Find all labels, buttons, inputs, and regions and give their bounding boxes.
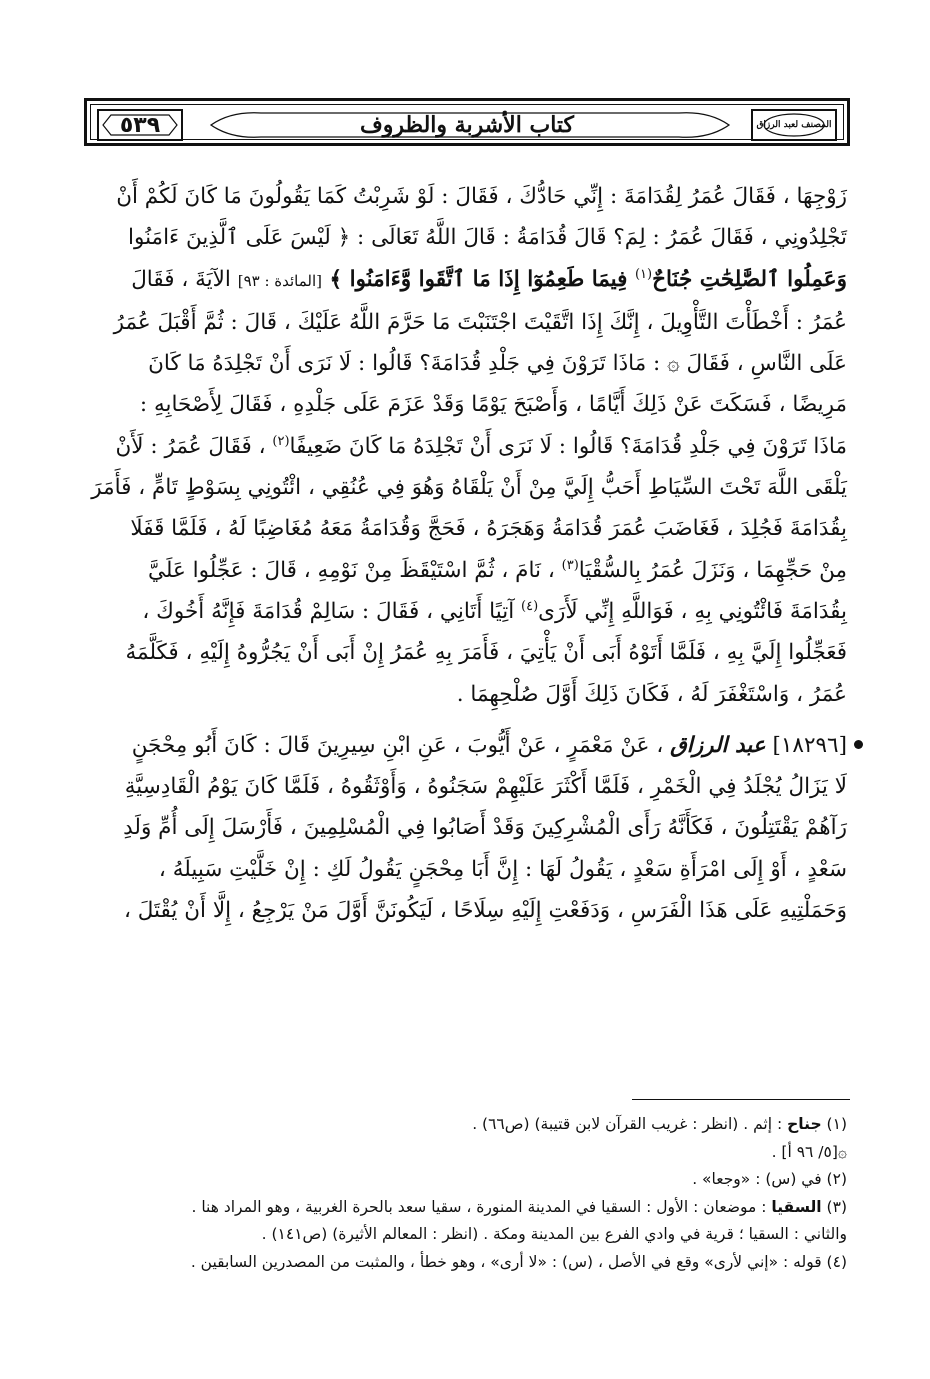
text-line: مَرِيضًا ، فَسَكَتَ عَنْ ذَلِكَ أَيَّامًا ، وَأَصْبَحَ يَوْمًا وَقَدْ عَزَمَ عَلَى جَلْدِهِ ، فَقَالَ لِأَصْحَابِهِ : xyxy=(139,392,847,418)
text-line: بِقُدَامَةَ فَجُلِدَ ، فَغَاضَبَ عُمَرَ قُدَامَةُ وَهَجَرَهُ ، فَحَجَّ وَقُدَامَةُ مَعَهُ مُغَاضِبًا لَهُ ، فَلَمَّا قَفَلَا xyxy=(130,516,847,542)
text-line xyxy=(142,599,847,624)
footnote-marker: (٢) xyxy=(272,433,290,449)
text-fragment: مَاذَا تَرَوْنَ فِي جَلْدِ قُدَامَةَ؟ قَالُوا : لَا نَرَى أَنْ تَجْلِدَهُ مَا كَانَ ضَعِيفًا xyxy=(289,433,847,459)
footnote-marker: (٣) xyxy=(561,557,579,573)
footnote-manuscript-ref: ۞[٥/ ٩٦ أ] . xyxy=(771,1142,847,1161)
paragraph-2 xyxy=(85,725,847,931)
footnote-number: (٣) xyxy=(821,1197,847,1216)
text-line: عَلَى النَّاسِ ، فَقَالَ ۞ : مَاذَا تَرَوْنَ فِي جَلْدِ قُدَامَةَ؟ قَالُوا : لَا نَرَى أَنْ تَجْلِدَهُ مَا كَانَ xyxy=(148,351,847,377)
text-fragment: مِنْ حَجِّهِمَا ، وَنَزَلَ عُمَرُ بِالسُّقْيَا xyxy=(578,557,847,583)
footnote-term: السقيا xyxy=(771,1197,822,1216)
hadith-number: [١٨٢٩٦] xyxy=(765,732,847,758)
footnote-3-continued: والثاني : السقيا ؛ قرية في وادي الفرع بين المدينة ومكة . (انظر : المعالم الأثيرة) (ص١٤١) . xyxy=(261,1225,847,1244)
logo-text: المصنف لعبد الرزاق xyxy=(756,120,832,130)
main-text xyxy=(85,176,847,931)
text-fragment: ، فَقَالَ عُمَرُ : لَأَنْ xyxy=(115,433,273,459)
footnote-divider xyxy=(632,1099,850,1100)
paragraph-1 xyxy=(85,176,847,715)
footnote-text: : إثم . (انظر : غريب القرآن لابن قتيبة) (ص٦٦) . xyxy=(472,1115,788,1133)
book-title-banner xyxy=(201,107,733,143)
verse-text: وَعَمِلُوا ٱلصَّٰلِحَٰتِ جُنَاحٌ xyxy=(652,266,847,292)
text-fragment: ، نَامَ ، ثُمَّ اسْتَيْقَظَ مِنْ نَوْمِهِ ، قَالَ : عَجِّلُوا عَلَيَّ xyxy=(147,557,562,583)
footnote-3 xyxy=(85,1194,847,1222)
footnote-1 xyxy=(85,1111,847,1139)
text-line: فَعَجِّلُوا إِلَيَّ بِهِ ، فَلَمَّا أَتَوْهُ أَبَى أَنْ يَأْتِيَ ، فَأَمَرَ بِهِ عُمَرُ إِنْ أَبَى أَنْ يَجُرُّوهُ إِلَيْهِ ، فَكَلَّمَهُ xyxy=(125,640,847,666)
book-title: كتاب الأشربة والظروف xyxy=(359,112,575,138)
header-frame xyxy=(90,104,844,140)
text-line: يَلْقَى اللَّهَ تَحْتَ السِّيَاطِ أَحَبُّ إِلَيَّ مِنْ أَنْ يَلْقَاهُ وَهُوَ فِي عُنُقِي ، ائْتُونِي بِسَوْطٍ تَامٍّ ، فَأَمَرَ xyxy=(91,475,847,501)
text-line: وَحَمَلْتِيهِ عَلَى هَذَا الْفَرَسِ ، وَدَفَعْتِ إِلَيْهِ سِلَاحًا ، لَيَكُونَنَّ أَوَّلَ مَنْ يَرْجِعُ ، إِلَّا أَنْ يُقْتَلَ ، xyxy=(123,898,847,924)
text-fragment: بِقُدَامَةَ فَائْتُونِي بِهِ ، فَوَاللَّهِ إِنِّي لَأَرَى xyxy=(538,598,847,624)
footnote-2: (٢) في (س) : «وجعا» . xyxy=(692,1170,847,1189)
text-line: لَا يَزَالُ يُجْلَدُ فِي الْخَمْرِ ، فَلَمَّا أَكْثَرَ عَلَيْهِمْ سَجَنُوهُ ، وَأَوْثَقُوهُ ، فَلَمَّا كَانَ يَوْمُ الْقَادِسِيَّةِ xyxy=(124,774,847,800)
text-line: سَعْدٍ ، أَوْ إِلَى امْرَأَةِ سَعْدٍ ، يَقُولُ لَهَا : إِنَّ أَبَا مِحْجَنٍ يَقُولُ لَكِ : إِنْ خَلَّيْتِ سَبِيلَهُ ، xyxy=(158,856,847,882)
logo-box xyxy=(751,109,837,141)
page-header xyxy=(84,98,850,146)
bullet-icon xyxy=(854,740,863,749)
text-line xyxy=(132,733,847,758)
text-line: رَآهُمْ يَقْتَتِلُونَ ، فَكَأَنَّهُ رَأَى الْمُشْرِكِينَ وَقَدْ أَصَابُوا فِي الْمُسْلِمِينَ ، فَأَرْسَلَ إِلَى أُمِّ وَلَدِ xyxy=(123,815,847,841)
text-line xyxy=(148,558,847,583)
page-number: ٥٣٩ xyxy=(119,112,161,138)
text-line: زَوْجِهَا ، فَقَالَ عُمَرُ لِقُدَامَةَ : إِنِّي حَادُّكَ ، فَقَالَ : لَوْ شَرِبْتُ كَمَا يَقُولُونَ مَا كَانَ لَكُمْ أَنْ xyxy=(116,184,847,209)
text-line: عُمَرُ ، وَاسْتَغْفَرَ لَهُ ، فَكَانَ ذَلِكَ أَوَّلَ صُلْحِهِمَا . xyxy=(456,681,847,707)
text-fragment: الآيَةَ ، فَقَالَ xyxy=(131,266,238,292)
footnote-number: (١) xyxy=(821,1115,847,1133)
footnote-text: : موضعان : الأول : السقيا في المدينة المنورة ، سقيا سعد بالحرة الغربية ، وهو المراد هنا . xyxy=(191,1197,772,1216)
verse-reference: [المائدة : ٩٣] xyxy=(237,271,323,290)
text-line: تَجْلِدُونِي ، فَقَالَ عُمَرُ : لِمَ؟ قَالَ قُدَامَةُ : قَالَ اللَّهُ تَعَالَى : ﴿ لَيْسَ عَلَى ٱلَّذِينَ ءَامَنُوا xyxy=(127,225,847,251)
footnote-marker: (١) xyxy=(634,266,653,282)
text-line: عُمَرُ : أَخْطَأْتَ التَّأْوِيلَ ، إِنَّكَ إِذَا اتَّقَيْتَ اجْتَنَبْتَ مَا حَرَّمَ اللَّهُ عَلَيْكَ ، قَالَ : ثُمَّ أَقْبَلَ عُمَرُ xyxy=(113,309,847,335)
text-line xyxy=(116,434,847,459)
text-line xyxy=(131,267,847,292)
footnote-4: (٤) قوله : «إني لأرى» وقع في الأصل ، (س) : «لا أرى» ، وهو خطأ ، والمثبت من المصدرين السابقين . xyxy=(190,1252,847,1271)
verse-text: فِيمَا طَعِمُوٓا إِذَا مَا ٱتَّقَوا وَّءَامَنُوا ﴾ xyxy=(322,266,635,292)
footnote-term: جناح xyxy=(787,1115,822,1133)
footnotes xyxy=(85,1111,847,1277)
hadith-author: عبد الرزاق xyxy=(670,732,766,758)
text-fragment: آتِيًا أَتَانِي ، فَقَالَ : سَالِمْ قُدَامَةَ فَإِنَّهُ أَخُوكَ ، xyxy=(142,598,522,624)
footnote-marker: (٤) xyxy=(521,598,539,614)
text-fragment: ، عَنْ مَعْمَرٍ ، عَنْ أَيُّوبَ ، عَنِ ابْنِ سِيرِينَ قَالَ : كَانَ أَبُو مِحْجَنٍ xyxy=(131,732,671,758)
page-number-box xyxy=(97,109,183,141)
